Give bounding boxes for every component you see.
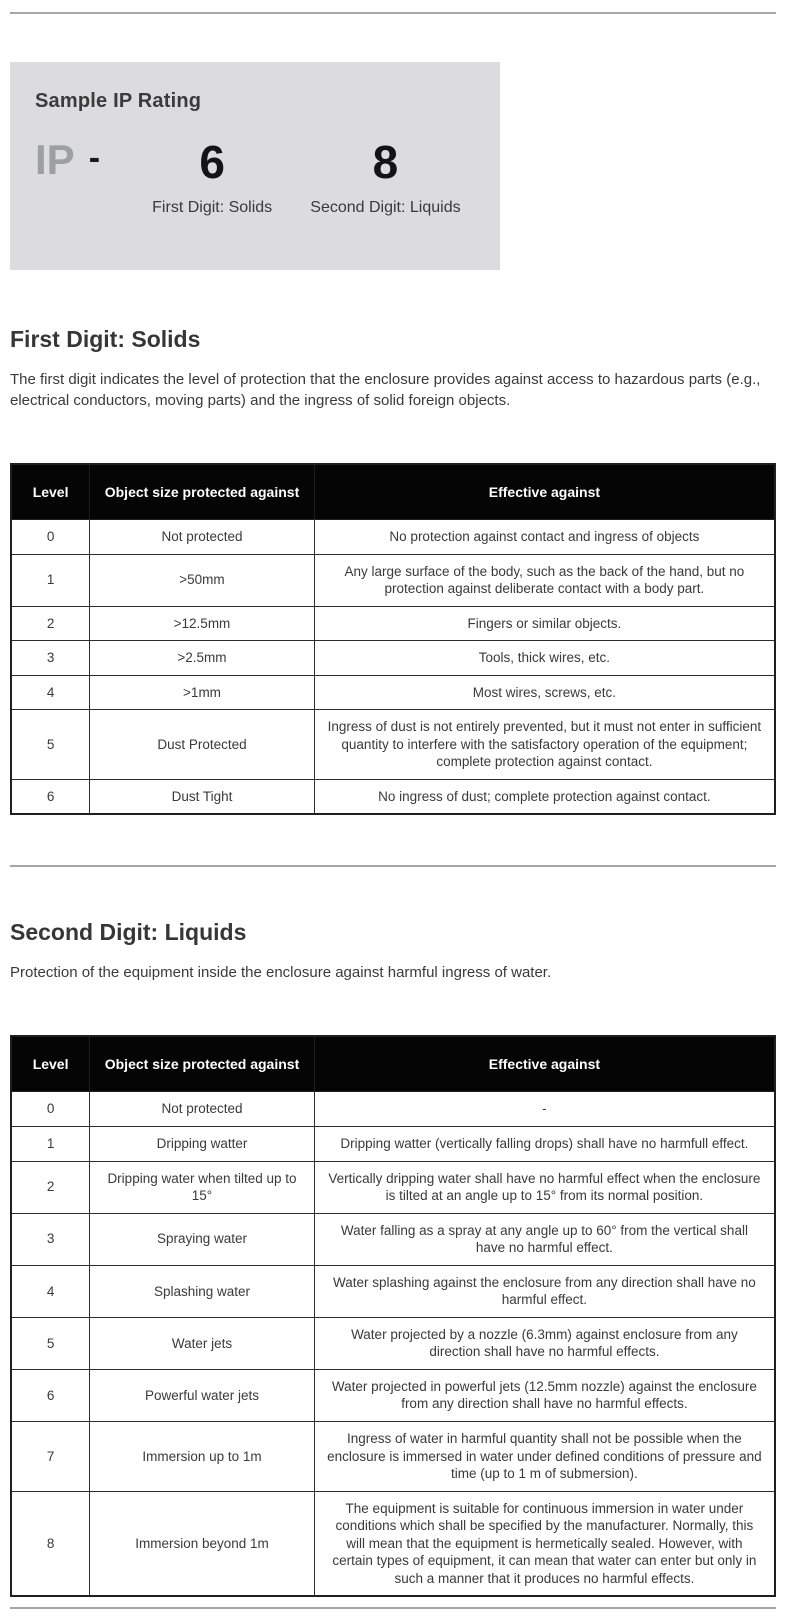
table-cell: - [314,1092,775,1127]
table-cell: Splashing water [90,1265,315,1317]
table-row [11,1213,775,1265]
table-row [11,1127,775,1162]
table-cell: Dust Protected [90,710,315,780]
table-cell: >50mm [90,554,315,606]
table-cell: 3 [11,1213,90,1265]
table-cell: 8 [11,1491,90,1596]
table-cell: Dust Tight [90,779,315,814]
table-cell: >12.5mm [90,606,315,641]
table-cell: 0 [11,1092,90,1127]
table-cell: 4 [11,675,90,710]
table-cell: 1 [11,554,90,606]
table-cell: No protection against contact and ingress of objects [314,520,775,555]
table-cell: 2 [11,1161,90,1213]
table-cell: >2.5mm [90,641,315,676]
liquids-description: Protection of the equipment inside the enclosure against harmful ingress of water. [10,964,552,982]
table-cell: Not protected [90,1092,315,1127]
table-cell: 5 [11,1317,90,1369]
column-header: Object size protected against [90,464,315,520]
column-header: Effective against [314,1036,775,1092]
table-header-row [11,1036,775,1092]
table-cell: Water falling as a spray at any angle up to 60° from the vertical shall have no harmful effect. [314,1213,775,1265]
table-cell: >1mm [90,675,315,710]
column-header: Object size protected against [90,1036,315,1092]
table-row [11,1491,775,1596]
sample-box-title: Sample IP Rating [35,90,202,112]
table-cell: Any large surface of the body, such as the back of the hand, but no protection against deliberate contact with a body part. [314,554,775,606]
table-row [11,606,775,641]
table-cell: 2 [11,606,90,641]
table-cell: Dripping water when tilted up to 15° [90,1161,315,1213]
column-header: Level [11,464,90,520]
table-cell: Water splashing against the enclosure from any direction shall have no harmful effect. [314,1265,775,1317]
table-cell: 0 [11,520,90,555]
table-cell: Water projected in powerful jets (12.5mm nozzle) against the enclosure from any direction shall have no harmful effects. [314,1369,775,1421]
column-header: Level [11,1036,90,1092]
table-cell: Immersion up to 1m [90,1422,315,1492]
table-cell: Dripping watter [90,1127,315,1162]
second-digit-value: 8 [372,136,399,188]
table-row [11,1317,775,1369]
liquids-section [10,919,776,1597]
liquids-table [10,1035,776,1597]
ip-rating-row [35,136,475,217]
table-cell: Fingers or similar objects. [314,606,775,641]
table-row [11,1369,775,1421]
table-row [11,520,775,555]
table-cell: 3 [11,641,90,676]
liquids-heading: Second Digit: Liquids [10,919,247,946]
bottom-divider [10,1607,776,1609]
table-cell: Immersion beyond 1m [90,1491,315,1596]
table-cell: Water projected by a nozzle (6.3mm) against enclosure from any direction shall have no harmful effects. [314,1317,775,1369]
table-row [11,710,775,780]
table-cell: Ingress of water in harmful quantity shall not be possible when the enclosure is immersed in water under defined conditions of pressure and time (up to 1 m of submersion). [314,1422,775,1492]
solids-description: The first digit indicates the level of protection that the enclosure provides against access to hazardous parts (e.g., electrical conductors, moving parts) and the ingress of solid foreign objects. [10,371,761,409]
ip-prefix-text: IP [35,136,75,183]
table-cell: 6 [11,779,90,814]
table-cell: 1 [11,1127,90,1162]
second-digit-label: Second Digit: Liquids [310,199,461,216]
table-cell: Ingress of dust is not entirely prevented, but it must not enter in sufficient quantity to interfere with the satisfactory operation of the equipment; complete protection against contact. [314,710,775,780]
table-cell: No ingress of dust; complete protection against contact. [314,779,775,814]
table-cell: Dripping watter (vertically falling drops) shall have no harmfull effect. [314,1127,775,1162]
table-row [11,1422,775,1492]
solids-section [10,326,776,815]
first-digit-label: First Digit: Solids [152,199,273,216]
table-cell: 6 [11,1369,90,1421]
table-row [11,554,775,606]
first-digit-value: 6 [199,136,225,188]
table-cell: Not protected [90,520,315,555]
table-row [11,641,775,676]
table-cell: 7 [11,1422,90,1492]
table-cell: Water jets [90,1317,315,1369]
solids-heading: First Digit: Solids [10,326,201,352]
table-cell: The equipment is suitable for continuous immersion in water under conditions which shall be specified by the manufacturer. Normally, this will mean that the equipment is hermetically sealed. However, with certain types of equipment, it can mean that water can enter but only in such a manner that it produces no harmful effects. [314,1491,775,1596]
solids-table [10,463,776,815]
column-header: Effective against [314,464,775,520]
table-cell: Spraying water [90,1213,315,1265]
table-cell: Vertically dripping water shall have no harmful effect when the enclosure is tilted at an angle up to 15° from its normal position. [314,1161,775,1213]
top-divider [10,12,776,14]
table-cell: 5 [11,710,90,780]
first-digit-column [128,136,295,217]
ip-prefix-group [35,136,128,183]
ip-separator: - [88,139,101,177]
second-digit-column [296,136,475,217]
sample-ip-rating-box [10,62,500,270]
table-row [11,1161,775,1213]
table-cell: Powerful water jets [90,1369,315,1421]
table-header-row [11,464,775,520]
table-row [11,1265,775,1317]
table-cell: Most wires, screws, etc. [314,675,775,710]
table-row [11,675,775,710]
table-cell: 4 [11,1265,90,1317]
table-cell: Tools, thick wires, etc. [314,641,775,676]
table-row [11,779,775,814]
table-row [11,1092,775,1127]
section-divider [10,865,776,867]
